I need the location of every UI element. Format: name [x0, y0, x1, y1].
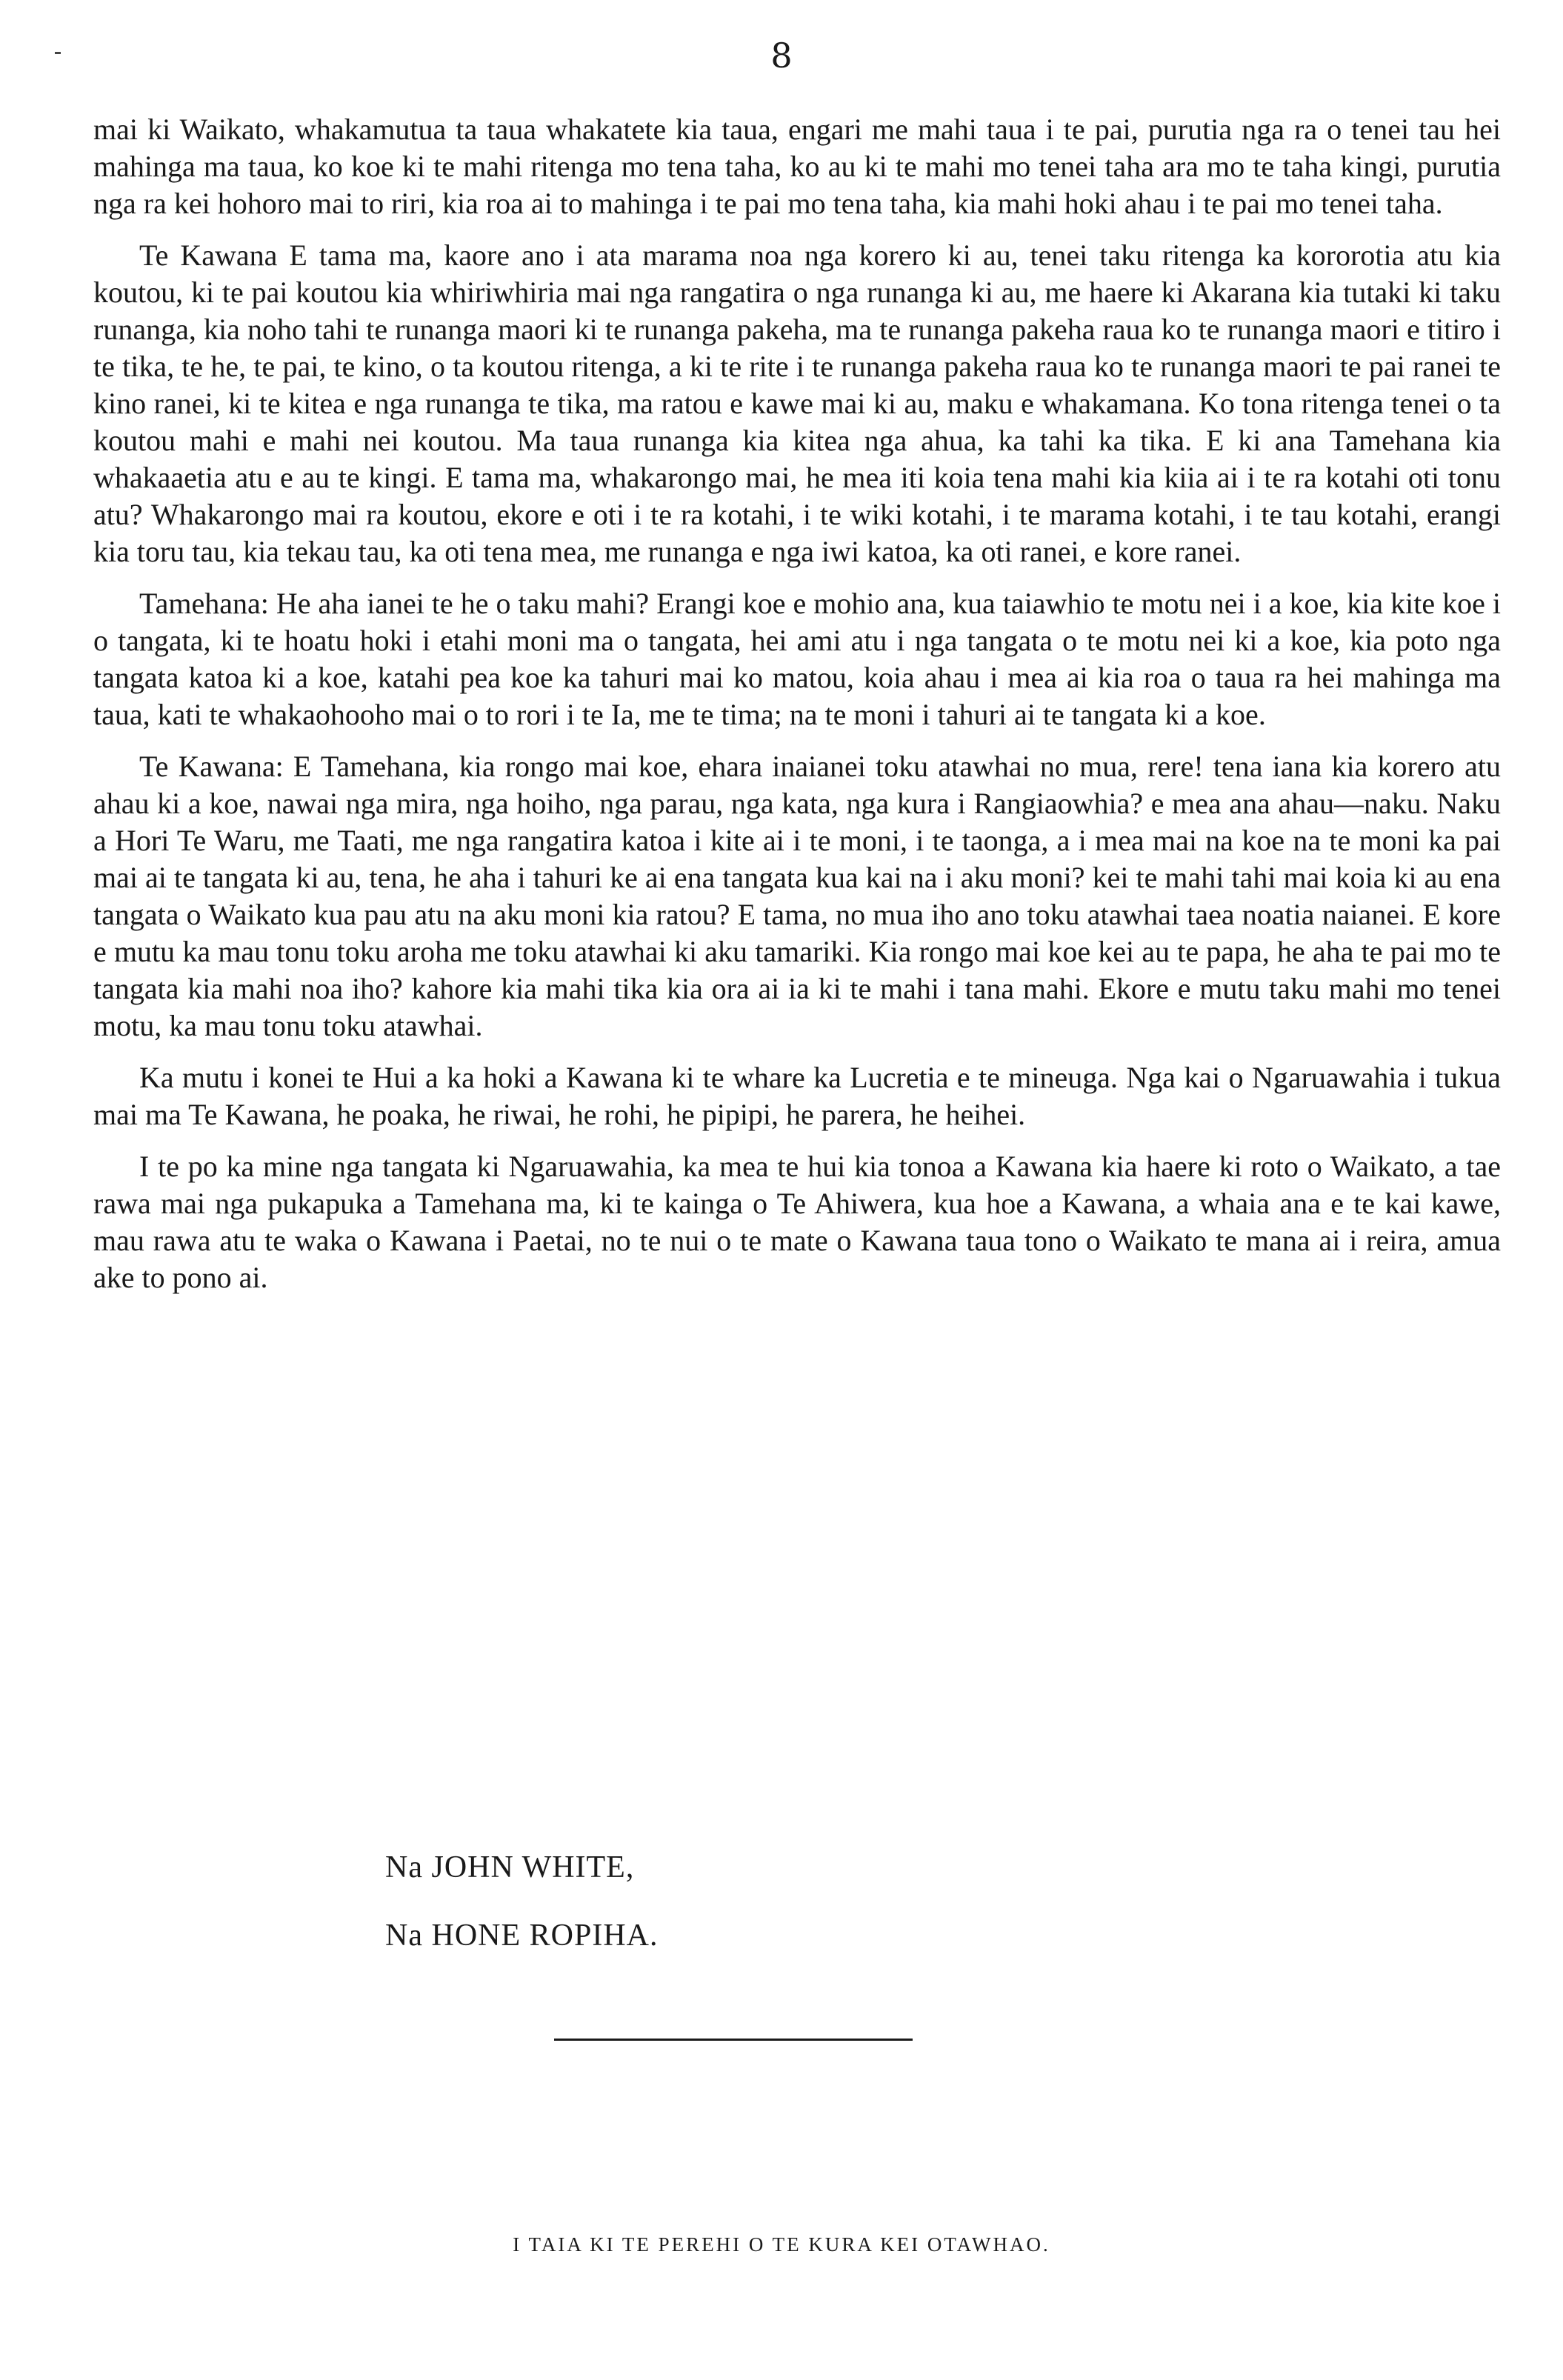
paragraph-4: Te Kawana: E Tamehana, kia rongo mai koe, ehara inaianei toku atawhai no mua, rere! tena iana kia korero atu ahau ki a koe, nawai nga mira, nga hoiho, nga parau, nga kata, nga kura i Rangiaowhia? e mea ana ahau—naku. Naku a Hori Te Waru, me Taati, me nga rangatira katoa i kite ai i te moni, i te taonga, a i mea mai na koe na te moni ka pai mai ai te tangata ki au, tena, he aha i tahuri ke ai ena tangata kua kai na i aku moni? kei te mahi tahi mai koia ki au ena tangata o Waikato kua pau atu na aku moni kia ratou? E tama, no mua iho ano toku atawhai taea noatia naianei. E kore e mutu ka mau tonu toku aroha me toku atawhai ki aku tamariki. Kia rongo mai koe kei au te papa, he aha te pai mo te tangata kia mahi noa iho? kahore kia mahi tika kia ora ai ia ki te mahi i tana mahi. Ekore e mutu taku mahi mo tenei motu, ka mau tonu toku atawhai.	[93, 750, 1501, 1042]
paragraph-5: Ka mutu i konei te Hui a ka hoki a Kawana ki te whare ka Lucretia e te mineuga. Nga kai o Ngaruawahia i tukua mai ma Te Kawana, he poaka, he riwai, he rohi, he pipipi, he parera, he heihei.	[93, 1061, 1501, 1131]
signature-john-white	[385, 1852, 658, 1883]
signature-name: JOHN WHITE,	[431, 1850, 635, 1884]
horizontal-rule	[554, 2039, 913, 2041]
signature-prefix: Na	[385, 1850, 423, 1884]
signatures	[385, 1852, 658, 1988]
paragraph-6: I te po ka mine nga tangata ki Ngaruawahia, ka mea te hui kia tonoa a Kawana kia haere ki roto o Waikato, a tae rawa mai nga pukapuka a Tamehana ma, ki te kainga o Te Ahiwera, kua hoe a Kawana, a whaia ana e te kai kawe, mau rawa atu te waka o Kawana i Paetai, no te nui o te mate o Kawana taua tono o Waikato te mana ai i reira, amua ake to pono ai.	[93, 1150, 1501, 1294]
signature-name: HONE ROPIHA.	[431, 1919, 659, 1953]
paragraph-1: mai ki Waikato, whakamutua ta taua whakatete kia taua, engari me mahi taua i te pai, purutia nga ra o tenei tau hei mahinga ma taua, ko koe ki te mahi ritenga mo tena taha, ko au ki te mahi mo tenei taha ara mo te taha kingi, purutia nga ra kei hohoro mai to riri, kia roa ai to mahinga i te pai mo tena taha, kia mahi hoki ahau i te pai mo tenei taha.	[93, 113, 1501, 220]
signature-prefix: Na	[385, 1919, 423, 1953]
body-text	[93, 111, 1501, 1311]
imprint-line: I TAIA KI TE PEREHI O TE KURA KEI OTAWHAO.	[513, 2233, 1050, 2256]
page-number: 8	[770, 36, 793, 76]
signature-hone-ropiha	[385, 1920, 658, 1951]
paragraph-2: Te Kawana E tama ma, kaore ano i ata marama noa nga korero ki au, tenei taku ritenga ka kororotia atu kia koutou, ki te pai koutou kia whiriwhiria mai nga rangatira o nga runanga ki au, me haere ki Akarana kia tutaki ki taku runanga, kia noho tahi te runanga maori ki te runanga pakeha, ma te runanga pakeha raua ko te runanga maori e titiro i te tika, te he, te pai, te kino, o ta koutou ritenga, a ki te rite i te runanga pakeha raua ko te runanga maori te pai ranei te kino ranei, ki te kitea e nga runanga te tika, ma ratou e kawe mai ki au, maku e whakamana. Ko tona ritenga tenei o ta koutou mahi e mahi nei koutou. Ma taua runanga kia kitea nga ahua, ka tahi ka tika. E ki ana Tamehana kia whakaaetia atu e au te kingi. E tama ma, whakarongo mai, he mea iti koia tena mahi kia kiia ai i te ra kotahi oti tonu atu? Whakarongo mai ra koutou, ekore e oti i te ra kotahi, i te wiki kotahi, i te marama kotahi, i te tau kotahi, erangi kia toru tau, kia tekau tau, ka oti tena mea, me runanga e nga iwi katoa, ka oti ranei, e kore ranei.	[93, 239, 1501, 568]
paragraph-3: Tamehana: He aha ianei te he o taku mahi? Erangi koe e mohio ana, kua taiawhio te motu nei i a koe, kia kite koe i o tangata, ki te hoatu hoki i etahi moni ma o tangata, hei ami atu i nga tangata o te motu nei ki a koe, kia poto nga tangata katoa ki a koe, katahi pea koe ka tahuri mai ko matou, koia ahau i mea ai kia roa o taua ra hei mahinga ma taua, kati te whakaohooho mai o to rori i te Ia, me te tima; na te moni i tahuri ai te tangata ki a koe.	[93, 587, 1501, 731]
